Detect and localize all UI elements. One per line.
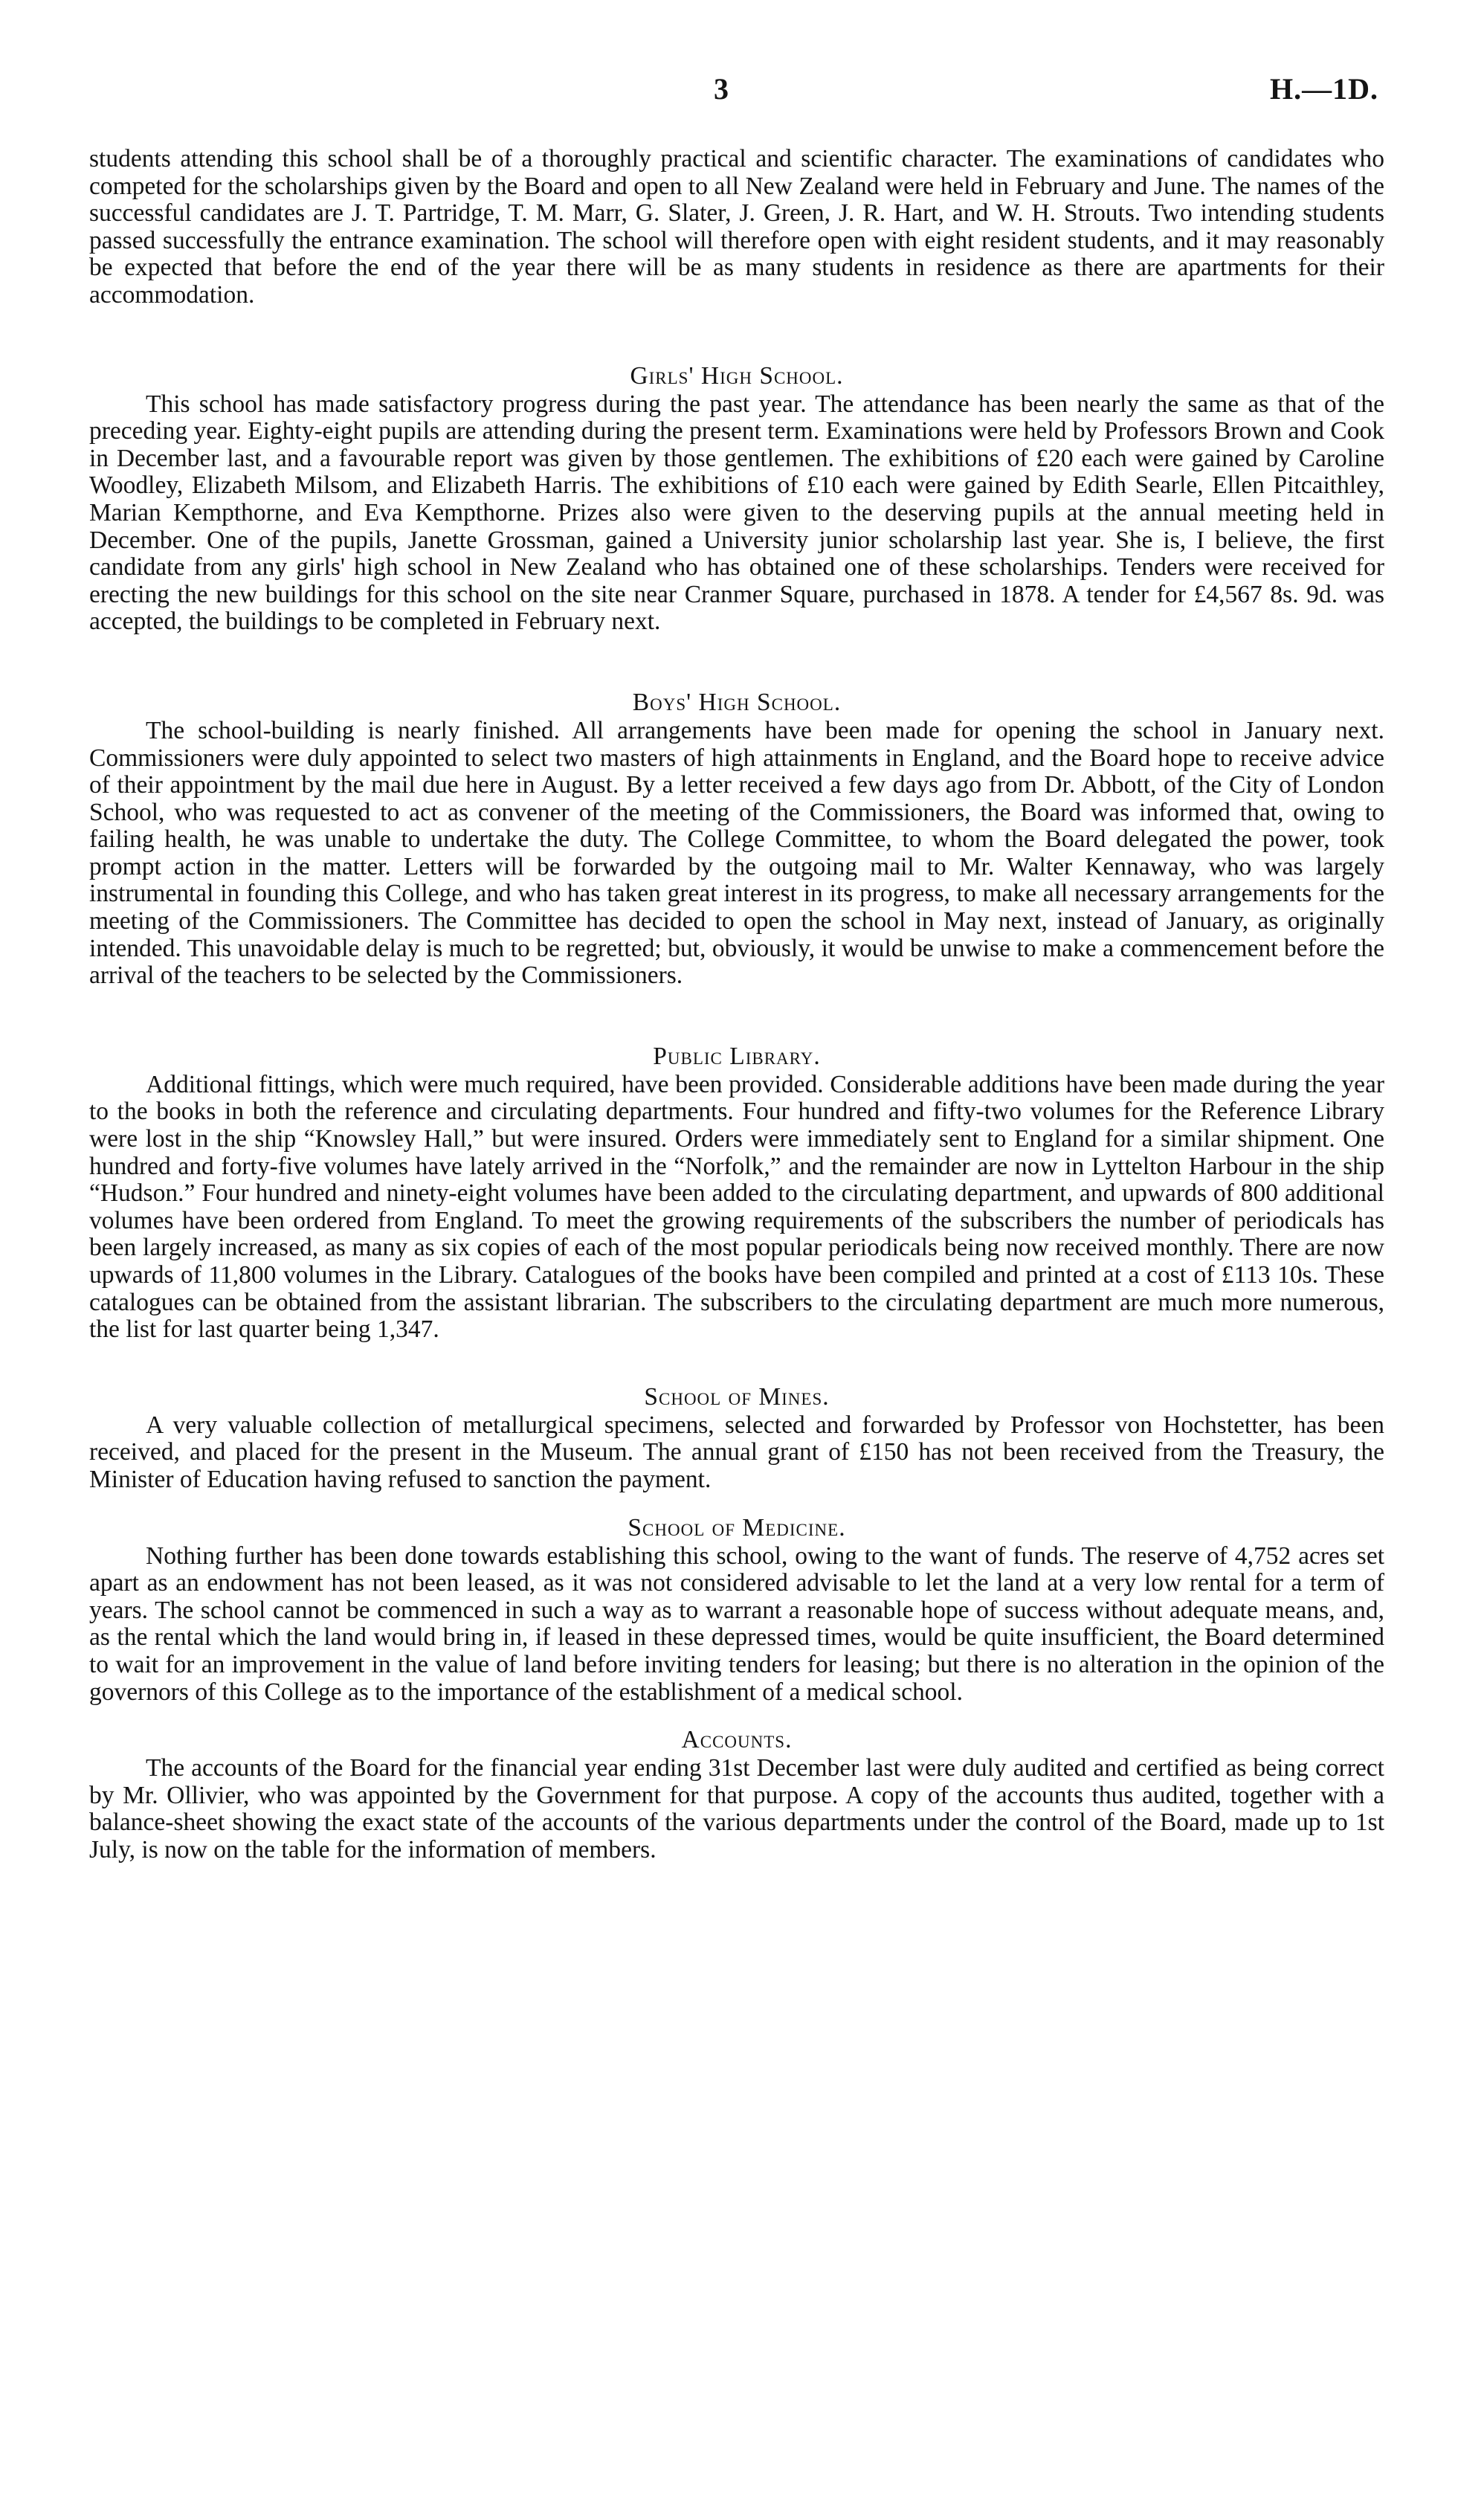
document-reference: H.—1D. xyxy=(1270,72,1378,106)
section-paragraph: Additional fittings, which were much required, have been provided. Considerable additions have been made during the year to the books in both the reference and circulating departments. Four hundred and fifty-two volumes for the Reference Library were lost in the ship “Knowsley Hall,” but were insured. Orders were immediately sent to England for a similar shipment. One hundred and forty-five volumes have lately arrived in the “Norfolk,” and the remainder are now in Lyttelton Harbour in the ship “Hudson.” Four hundred and ninety-eight volumes have been added to the circulating department, and upwards of 800 additional volumes have been ordered from England. To meet the growing requirements of the subscribers the number of periodicals has been largely increased, as many as six copies of each of the most popular periodicals being now received monthly. There are now upwards of 11,800 volumes in the Library. Catalogues of the books have been compiled and printed at a cost of £113 10s. These catalogues can be obtained from the assistant librarian. The subscribers to the circulating department are much more numerous, the list for last quarter being 1,347. xyxy=(89,1070,1384,1344)
section-school-of-medicine xyxy=(89,1513,1384,1707)
section-heading: Public Library. xyxy=(653,1042,821,1070)
section-accounts xyxy=(89,1725,1384,1863)
page-number: 3 xyxy=(714,72,729,106)
section-spacer xyxy=(89,309,1384,361)
section-paragraph: This school has made satisfactory progress during the past year. The attendance has been nearly the same as that of the preceding year. Eighty-eight pupils are attending during the present term. Examinations were held by Professors Brown and Cook in December last, and a favourable report was given by those gentlemen. The exhibitions of £20 each were gained by Caroline Woodley, Elizabeth Milsom, and Elizabeth Harris. The exhibitions of £10 each were gained by Edith Searle, Ellen Pitcaithley, Marian Kempthorne, and Eva Kempthorne. Prizes also were given to the deserving pupils at the annual meeting held in December. One of the pupils, Janette Grossman, gained a University junior scholarship last year. She is, I believe, the first candidate from any girls' high school in New Zealand who has obtained one of these scholarships. Tenders were received for erecting the new buildings for this school on the site near Cranmer Square, purchased in 1878. A tender for £4,567 8s. 9d. was accepted, the buildings to be completed in February next. xyxy=(89,390,1384,636)
section-paragraph: A very valuable collection of metallurgical specimens, selected and forwarded by Professor von Hochstetter, has been received, and placed for the present in the Museum. The annual grant of £150 has not been received from the Treasury, the Minister of Education having refused to sanction the payment. xyxy=(89,1411,1384,1493)
section-paragraph: The accounts of the Board for the financial year ending 31st December last were duly audited and certified as being correct by Mr. Ollivier, who was appointed by the Government for that purpose. A copy of the accounts thus audited, together with a balance-sheet showing the exact state of the accounts of the various departments under the control of the Board, made up to 1st July, is now on the table for the information of members. xyxy=(89,1754,1384,1863)
section-boys-high-school xyxy=(89,688,1384,990)
document-body xyxy=(89,146,1384,1864)
section-spacer xyxy=(89,1494,1384,1513)
section-heading: School of Medicine. xyxy=(628,1513,846,1542)
section-girls-high-school xyxy=(89,361,1384,636)
section-spacer xyxy=(89,1344,1384,1382)
section-paragraph: The school-building is nearly finished. All arrangements have been made for opening the school in January next. Commissioners were duly appointed to select two masters of high attainments in England, and the Board hope to receive advice of their appointment by the mail due here in August. By a letter received a few days ago from Dr. Abbott, of the City of London School, who was requested to act as convener of the meeting of the Commissioners, the Board was informed that, owing to failing health, he was unable to undertake the duty. The College Committee, to whom the Board delegated the power, took prompt action in the matter. Letters will be forwarded by the outgoing mail to Mr. Walter Kennaway, who was largely instrumental in founding this College, and who has taken great interest in its progress, to make all necessary arrangements for the meeting of the Commissioners. The Committee has decided to open the school in May next, instead of January, as originally intended. This unavoidable delay is much to be regretted; but, obviously, it would be unwise to make a commencement before the arrival of the teachers to be selected by the Commissioners. xyxy=(89,716,1384,990)
section-school-of-mines xyxy=(89,1382,1384,1494)
section-paragraph: Nothing further has been done towards establishing this school, owing to the want of funds. The reserve of 4,752 acres set apart as an endowment has not been leased, as it was not considered advisable to let the land at a very low rental for a term of years. The school cannot be commenced in such a way as to warrant a reasonable hope of success without adequate means, and, as the rental which the land would bring in, if leased in these depressed times, would be quite insufficient, the Board determined to wait for an improvement in the value of land before inviting tenders for leasing; but there is no alteration in the opinion of the governors of this College as to the importance of the establishment of a medical school. xyxy=(89,1542,1384,1706)
section-spacer xyxy=(89,636,1384,688)
section-public-library xyxy=(89,1042,1384,1344)
intro-paragraph: students attending this school shall be of a thoroughly practical and scientific character. The examinations of candidates who competed for the scholarships given by the Board and open to all New Zealand were held in February and June. The names of the successful candidates are J. T. Partridge, T. M. Marr, G. Slater, J. Green, J. R. Hart, and W. H. Strouts. Two intending students passed successfully the entrance examination. The school will therefore open with eight resident students, and it may reasonably be expected that before the end of the year there will be as many students in residence as there are apartments for their accommodation. xyxy=(89,145,1384,309)
section-heading: Accounts. xyxy=(681,1726,793,1754)
section-heading: School of Mines. xyxy=(644,1382,830,1411)
section-spacer xyxy=(89,1706,1384,1725)
section-spacer xyxy=(89,990,1384,1042)
page-header xyxy=(0,71,1484,116)
section-heading: Boys' High School. xyxy=(632,688,842,716)
section-heading: Girls' High School. xyxy=(630,361,844,390)
